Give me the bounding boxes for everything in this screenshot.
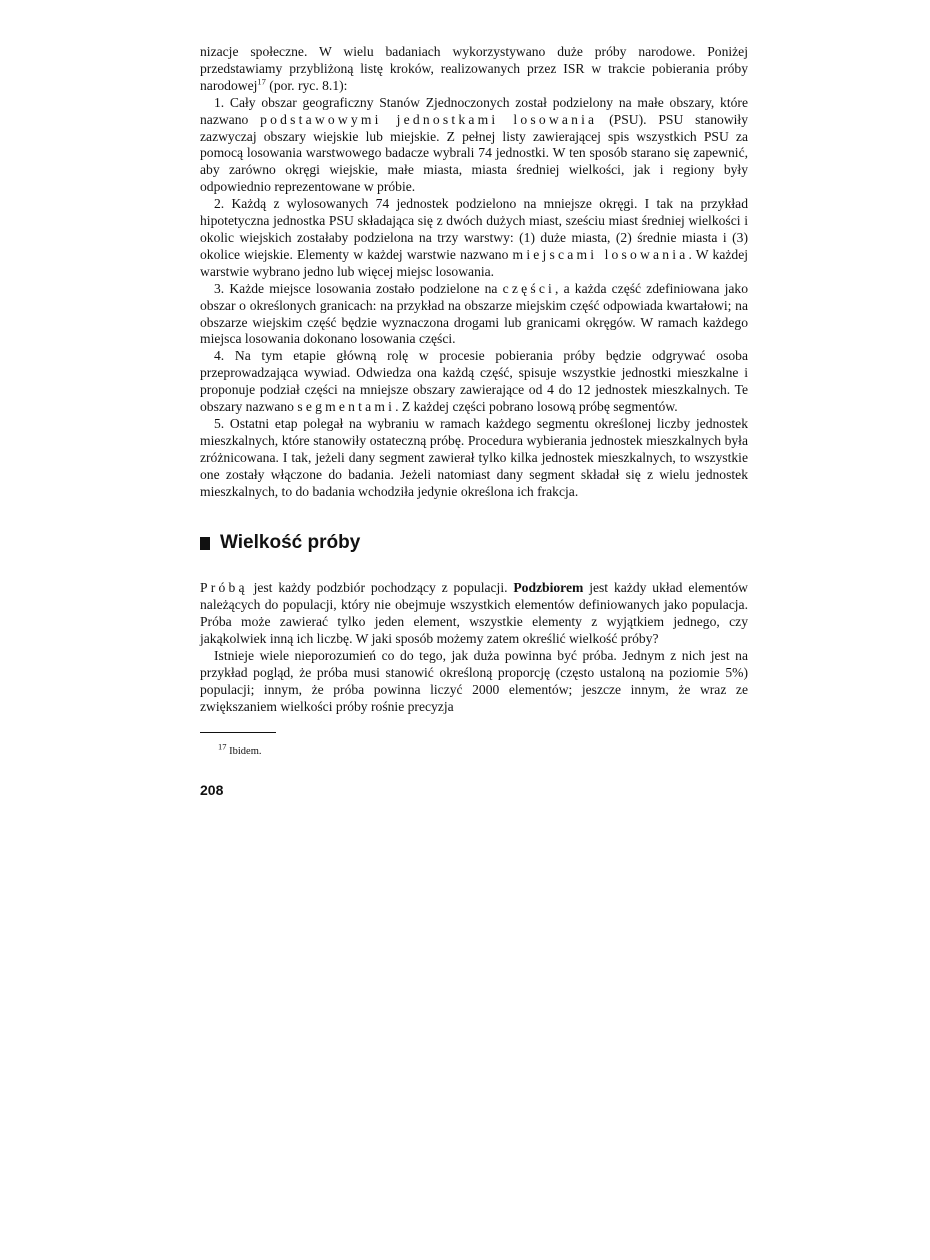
- paragraph-step-2: 2. Każdą z wylosowanych 74 jednostek podzielono na mniejsze okręgi. I tak na przykład hipotetyczna jednostka PSU składająca się z dwóch dużych miast, sześciu miast średniej wielkości i okolic wiejskich zostałaby podzielona na trzy warstwy: (1) duże miasta, (2) średnie miasta i (3) okolice wiejskie. Elementy w każdej warstwie nazwano miejscami losowania. W każdej warstwie wybrano jedno lub więcej miejsc losowania.: [200, 196, 749, 279]
- footnote-text: Ibidem.: [226, 745, 262, 757]
- square-bullet-icon: [200, 537, 210, 550]
- page-number: 208: [200, 781, 224, 798]
- paragraph-misconceptions: Istnieje wiele nieporozumień co do tego, jak duża powinna być próba. Jednym z nich jest na przykład pogląd, że próba musi stanowić określoną proporcję (często ustaloną na poziomie 5%) populacji; innym, że próba powinna liczyć 2000 elementów; jeszcze innym, że wraz ze zwiększaniem wielkości próby rośnie precyzja: [200, 648, 748, 714]
- paragraph-sample-definition: Próbą jest każdy podzbiór pochodzący z populacji. Podzbiorem jest każdy układ elementów należących do populacji, który nie obejmuje wszystkich elementów definiowanych jako populacja. Próba może zawierać tylko jeden element, wszystkie elementy z wyjątkiem jednego, czy jakąkolwiek inną ich liczbę. W jaki sposób możemy zatem określić wielkość próby?: [200, 580, 748, 647]
- footnote-divider: [200, 732, 276, 733]
- paragraph-intro: nizacje społeczne. W wielu badaniach wykorzystywano duże próby narodowe. Poniżej przedstawiamy przybliżoną listę kroków, realizowanych przez ISR w trakcie pobierania próby narodowej$^{17}$ (por. ryc. 8.1):: [200, 44, 748, 93]
- spaced-term: Próbą: [200, 580, 248, 596]
- paragraph-step-4: 4. Na tym etapie główną rolę w procesie pobierania próby będzie odgrywać osoba przeprowadzająca wywiad. Odwiedza ona każdą część, spisuje wszystkie jednostki mieszkalne i proponuje podział części na mniejsze obszary zawierające od 4 do 12 jednostek mieszkalnych. Te obszary nazwano segmentami. Z każdej części pobrano losową próbę segmentów.: [200, 348, 748, 415]
- spaced-term: segmentami: [297, 399, 396, 415]
- book-page: [200, 44, 748, 799]
- section-heading: [200, 532, 748, 554]
- footnote-marker: 17: [218, 741, 227, 752]
- paragraph-step-3: 3. Każde miejsce losowania zostało podzielone na części, a każda część zdefiniowana jako obszar o określonych granicach: na przykład na obszarze miejskim część odpowiada kwartałowi; na obszarze wiejskim część będzie wyznaczona drogami lub granicami okręgów. W ramach każdego miejsca losowania dokonano losowania części.: [200, 280, 748, 347]
- paragraph-step-1: 1. Cały obszar geograficzny Stanów Zjednoczonych został podzielony na małe obszary, które nazwano podstawowymi jednostkami losowania (PSU). PSU stanowiły zazwyczaj obszary wiejskie lub miejskie. Z pełnej listy zawierającej spis wszystkich PSU za pomocą losowania warstwowego badacze wybrali 74 jednostki. W ten sposób starano się zapewnić, aby zarówno okręgi wiejskie, małe miasta, miasta średniej wielkości, jak i regiony były odpowiednio reprezentowane w próbie.: [200, 94, 748, 195]
- spaced-term: części: [502, 280, 556, 296]
- paragraph-step-5: 5. Ostatni etap polegał na wybraniu w ramach każdego segmentu określonej liczby jednostek mieszkalnych, które stanowiły ostateczną próbę. Procedura wybierania jednostek mieszkalnych była zróżnicowana. I tak, jeżeli dany segment zawierał tylko kilka jednostek mieszkalnych, to wszystkie one zostały włączone do badania. Jeżeli natomiast dany segment składał się z wielu jednostek mieszkalnych, to do badania wchodziła jedynie określona ich frakcja.: [200, 415, 748, 499]
- spaced-term: podstawowymi jednostkami losowania: [260, 111, 598, 127]
- footnote: [200, 741, 748, 758]
- section-heading-text: Wielkość próby: [220, 532, 361, 554]
- spaced-term: miejscami losowania: [512, 246, 689, 262]
- footnote-ref: 17: [257, 76, 266, 87]
- bold-term: Podzbiorem: [513, 580, 584, 596]
